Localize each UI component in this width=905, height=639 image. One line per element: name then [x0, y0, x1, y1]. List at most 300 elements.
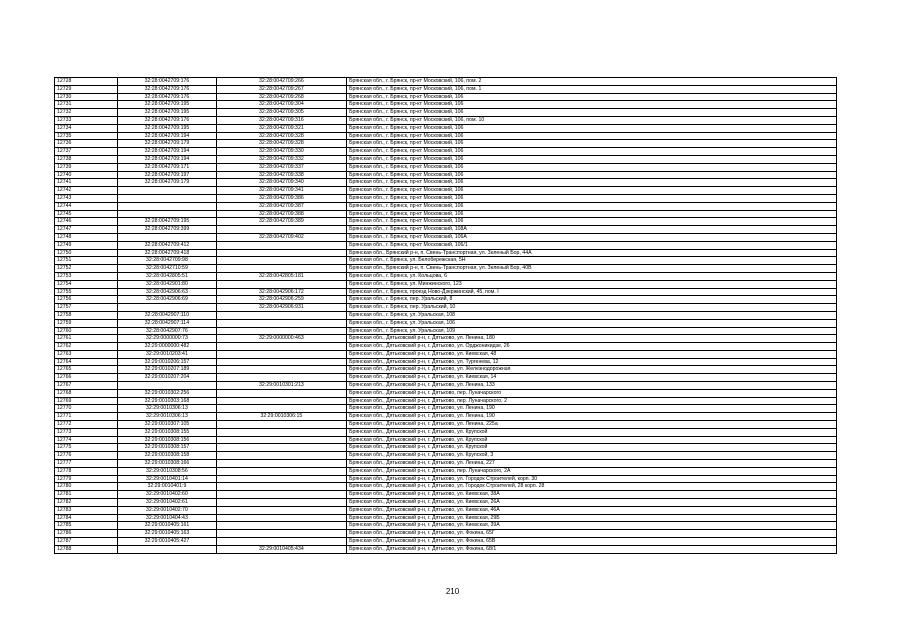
row-number-cell: 12788	[55, 545, 118, 553]
row-number-cell: 12780	[55, 483, 118, 491]
object-number-cell: 32:28:0042709:338	[216, 171, 347, 179]
address-cell: Брянская обл., г. Брянск, пр-кт Московский, 106, пом. 2	[347, 78, 837, 86]
object-number-cell	[216, 374, 347, 382]
table-row	[55, 210, 837, 218]
row-number-cell: 12728	[55, 78, 118, 86]
row-number-cell: 12781	[55, 491, 118, 499]
row-number-cell: 12734	[55, 124, 118, 132]
row-number-cell: 12748	[55, 233, 118, 241]
table-row	[55, 350, 837, 358]
row-number-cell: 12740	[55, 171, 118, 179]
parcel-number-cell	[118, 545, 216, 553]
address-cell: Брянская обл., Дятьковский р-н, г. Дятьково, ул. Крупской, 3	[347, 452, 837, 460]
parcel-number-cell: 32:28:0042709:195	[118, 109, 216, 117]
table-row	[55, 296, 837, 304]
row-number-cell: 12782	[55, 499, 118, 507]
parcel-number-cell: 32:28:0042709:195	[118, 218, 216, 226]
row-number-cell: 12733	[55, 116, 118, 124]
row-number-cell: 12763	[55, 350, 118, 358]
parcel-number-cell: 32:29:0010401:14	[118, 475, 216, 483]
table-row	[55, 428, 837, 436]
address-cell: Брянская обл., г. Брянск, пр-кт Московский, 106	[347, 218, 837, 226]
table-row	[55, 272, 837, 280]
table-row	[55, 93, 837, 101]
address-cell: Брянская обл., г. Брянск, пр-кт Московский, 106А	[347, 233, 837, 241]
object-number-cell: 32:28:0042709:304	[216, 101, 347, 109]
row-number-cell: 12771	[55, 413, 118, 421]
parcel-number-cell: 32:29:0010308:158	[118, 452, 216, 460]
parcel-number-cell	[118, 210, 216, 218]
row-number-cell: 12741	[55, 179, 118, 187]
parcel-number-cell: 32:28:0042709:197	[118, 171, 216, 179]
table-row	[55, 343, 837, 351]
address-cell: Брянская обл., Дятьковский р-н, г. Дятьково, пер. Луначарского	[347, 389, 837, 397]
parcel-number-cell: 32:29:0010308:155	[118, 428, 216, 436]
object-number-cell: 32:28:0042709:268	[216, 93, 347, 101]
parcel-number-cell: 32:28:0042709:176	[118, 78, 216, 86]
parcel-number-cell: 32:29:0000000:73	[118, 335, 216, 343]
address-cell: Брянская обл., г. Брянск, пр-кт Московский, 106	[347, 171, 837, 179]
object-number-cell: 32:28:0042709:316	[216, 116, 347, 124]
row-number-cell: 12773	[55, 428, 118, 436]
parcel-number-cell: 32:28:0042709:176	[118, 93, 216, 101]
address-cell: Брянская обл., Дятьковский р-н, г. Дятьково, ул. Крупской	[347, 436, 837, 444]
parcel-number-cell	[118, 202, 216, 210]
parcel-number-cell: 32:28:0042709:412	[118, 241, 216, 249]
table-row	[55, 101, 837, 109]
row-number-cell: 12779	[55, 475, 118, 483]
object-number-cell	[216, 428, 347, 436]
address-cell: Брянская обл., Дятьковский р-н, г. Дятьково, ул. Ленина, 190	[347, 413, 837, 421]
table-row	[55, 436, 837, 444]
table-row	[55, 467, 837, 475]
address-cell: Брянская обл., г. Брянск, пер. Уральский, 8	[347, 296, 837, 304]
table-row	[55, 405, 837, 413]
address-cell: Брянская обл., г. Брянск, пр-кт Московский, 106, пом. 10	[347, 116, 837, 124]
object-number-cell: 32:28:0042709:341	[216, 187, 347, 195]
row-number-cell: 12744	[55, 202, 118, 210]
address-cell: Брянская обл., Дятьковский р-н, г. Дятьково, ул. Киевская, 29Б	[347, 514, 837, 522]
row-number-cell: 12766	[55, 374, 118, 382]
object-number-cell: 32:29:0010306:15	[216, 413, 347, 421]
address-cell: Брянская обл., Дятьковский р-н, г. Дятьково, пер. Луначарского, 2А	[347, 467, 837, 475]
table-row	[55, 389, 837, 397]
object-number-cell	[216, 436, 347, 444]
table-row	[55, 194, 837, 202]
table-row	[55, 358, 837, 366]
row-number-cell: 12774	[55, 436, 118, 444]
table-row	[55, 483, 837, 491]
row-number-cell: 12762	[55, 343, 118, 351]
address-cell: Брянская обл., г. Брянск, ул. Кольцова, 6	[347, 272, 837, 280]
address-cell: Брянская обл., г. Брянск, пр-кт Московский, 106	[347, 163, 837, 171]
parcel-number-cell: 32:29:0010404:43	[118, 514, 216, 522]
table-row	[55, 530, 837, 538]
table-row	[55, 202, 837, 210]
table-row	[55, 374, 837, 382]
address-cell: Брянская обл., г. Брянск, ул. Уральская, 106	[347, 319, 837, 327]
object-number-cell: 32:28:0042709:321	[216, 124, 347, 132]
address-cell: Брянская обл., г. Брянск, пр-кт Московский, 106	[347, 132, 837, 140]
parcel-number-cell: 32:29:0010206:157	[118, 358, 216, 366]
row-number-cell: 12750	[55, 249, 118, 257]
parcel-number-cell	[118, 187, 216, 195]
table-row	[55, 460, 837, 468]
object-number-cell: 32:28:0042906:931	[216, 304, 347, 312]
parcel-number-cell: 32:29:0010306:13	[118, 405, 216, 413]
address-cell: Брянская обл., Дятьковский р-н, г. Дятьково, ул. Городок Строителей, корп. 30	[347, 475, 837, 483]
object-number-cell: 32:29:0010405:434	[216, 545, 347, 553]
row-number-cell: 12745	[55, 210, 118, 218]
row-number-cell: 12785	[55, 522, 118, 530]
table-row	[55, 257, 837, 265]
table-row	[55, 249, 837, 257]
parcel-number-cell: 32:29:0010308:56	[118, 467, 216, 475]
address-cell: Брянская обл., г. Брянск, ул. Минжинского, 123	[347, 280, 837, 288]
address-cell: Брянская обл., Дятьковский р-н, г. Дятьково, ул. Ленина, 133	[347, 382, 837, 390]
parcel-number-cell: 32:29:0010308:157	[118, 444, 216, 452]
address-cell: Брянская обл., Брянский р-н, п. Свень-Транспортная, ул. Зеленый Бор, 40В	[347, 265, 837, 273]
parcel-number-cell: 32:29:0010308:156	[118, 436, 216, 444]
address-cell: Брянская обл., Дятьковский р-н, г. Дятьково, ул. Ленина, 190	[347, 405, 837, 413]
address-cell: Брянская обл., Дятьковский р-н, г. Дятьково, ул. Киевская, 39А	[347, 522, 837, 530]
parcel-number-cell: 32:28:0042709:194	[118, 148, 216, 156]
registry-table-body	[55, 78, 837, 554]
row-number-cell: 12756	[55, 296, 118, 304]
object-number-cell: 32:28:0042709:402	[216, 233, 347, 241]
object-number-cell: 32:28:0042709:305	[216, 109, 347, 117]
registry-table	[54, 77, 837, 554]
row-number-cell: 12783	[55, 506, 118, 514]
object-number-cell	[216, 397, 347, 405]
parcel-number-cell: 32:29:0010402:61	[118, 499, 216, 507]
object-number-cell	[216, 491, 347, 499]
address-cell: Брянская обл., г. Брянск, пр-кт Московский, 106	[347, 93, 837, 101]
parcel-number-cell: 32:28:0042907:114	[118, 319, 216, 327]
table-row	[55, 421, 837, 429]
object-number-cell: 32:28:0042906:172	[216, 288, 347, 296]
table-row	[55, 335, 837, 343]
table-row	[55, 85, 837, 93]
object-number-cell	[216, 452, 347, 460]
row-number-cell: 12759	[55, 319, 118, 327]
row-number-cell: 12772	[55, 421, 118, 429]
row-number-cell: 12787	[55, 538, 118, 546]
row-number-cell: 12755	[55, 288, 118, 296]
address-cell: Брянская обл., Дятьковский р-н, г. Дятьково, ул. Фокина, 68/1	[347, 545, 837, 553]
parcel-number-cell: 32:28:0042709:418	[118, 249, 216, 257]
address-cell: Брянская обл., Дятьковский р-н, г. Дятьково, ул. Ленина, 180	[347, 335, 837, 343]
row-number-cell: 12749	[55, 241, 118, 249]
table-row	[55, 132, 837, 140]
object-number-cell	[216, 265, 347, 273]
row-number-cell: 12778	[55, 467, 118, 475]
address-cell: Брянская обл., г. Брянск, пр-кт Московский, 106	[347, 155, 837, 163]
object-number-cell: 32:28:0042709:389	[216, 218, 347, 226]
object-number-cell	[216, 350, 347, 358]
row-number-cell: 12777	[55, 460, 118, 468]
address-cell: Брянская обл., Дятьковский р-н, г. Дятьково, ул. Фокина, 65В	[347, 538, 837, 546]
parcel-number-cell: 32:29:0010405:161	[118, 522, 216, 530]
row-number-cell: 12768	[55, 389, 118, 397]
object-number-cell	[216, 460, 347, 468]
address-cell: Брянская обл., Дятьковский р-н, г. Дятьково, пер. Луначарского, 2	[347, 397, 837, 405]
address-cell: Брянская обл., г. Брянск, проезд Ново-Дзержинский, 45, пом. I	[347, 288, 837, 296]
table-row	[55, 78, 837, 86]
row-number-cell: 12736	[55, 140, 118, 148]
address-cell: Брянская обл., г. Брянск, пр-кт Московский, 106/1	[347, 241, 837, 249]
object-number-cell	[216, 280, 347, 288]
object-number-cell	[216, 249, 347, 257]
parcel-number-cell: 32:28:0042709:194	[118, 155, 216, 163]
parcel-number-cell: 32:29:0010307:105	[118, 421, 216, 429]
table-row	[55, 179, 837, 187]
object-number-cell	[216, 522, 347, 530]
parcel-number-cell: 32:28:0042906:69	[118, 296, 216, 304]
object-number-cell: 32:28:0042709:266	[216, 78, 347, 86]
address-cell: Брянская обл., Дятьковский р-н, г. Дятьково, ул. Ленина, 227	[347, 460, 837, 468]
table-row	[55, 522, 837, 530]
table-row	[55, 413, 837, 421]
table-row	[55, 280, 837, 288]
parcel-number-cell: 32:29:0010303:168	[118, 397, 216, 405]
object-number-cell	[216, 475, 347, 483]
table-row	[55, 265, 837, 273]
address-cell: Брянская обл., г. Брянск, пр-кт Московский, 106	[347, 210, 837, 218]
parcel-number-cell: 32:28:0042709:176	[118, 116, 216, 124]
parcel-number-cell: 32:29:0010308:166	[118, 460, 216, 468]
object-number-cell	[216, 327, 347, 335]
parcel-number-cell: 32:28:0042710:59	[118, 265, 216, 273]
table-row	[55, 109, 837, 117]
address-cell: Брянская обл., г. Брянск, пр-кт Московский, 106	[347, 179, 837, 187]
address-cell: Брянская обл., г. Брянск, пр-кт Московский, 106, пом. 1	[347, 85, 837, 93]
row-number-cell: 12743	[55, 194, 118, 202]
row-number-cell: 12757	[55, 304, 118, 312]
object-number-cell: 32:28:0042709:337	[216, 163, 347, 171]
address-cell: Брянская обл., Дятьковский р-н, г. Дятьково, ул. Городок Строителей, 28 корп. 28	[347, 483, 837, 491]
table-row	[55, 163, 837, 171]
parcel-number-cell: 32:28:0042906:63	[118, 288, 216, 296]
row-number-cell: 12747	[55, 226, 118, 234]
address-cell: Брянская обл., г. Брянск, пр-кт Московский, 106	[347, 148, 837, 156]
table-row	[55, 514, 837, 522]
object-number-cell: 32:28:0042709:328	[216, 132, 347, 140]
address-cell: Брянская обл., Дятьковский р-н, г. Дятьково, ул. Железнодорожная	[347, 366, 837, 374]
parcel-number-cell: 32:28:0042709:195	[118, 101, 216, 109]
row-number-cell: 12735	[55, 132, 118, 140]
row-number-cell: 12784	[55, 514, 118, 522]
object-number-cell	[216, 405, 347, 413]
row-number-cell: 12770	[55, 405, 118, 413]
table-row	[55, 382, 837, 390]
object-number-cell	[216, 358, 347, 366]
table-row	[55, 444, 837, 452]
object-number-cell: 32:28:0042709:340	[216, 179, 347, 187]
parcel-number-cell	[118, 304, 216, 312]
table-row	[55, 288, 837, 296]
table-row	[55, 538, 837, 546]
table-row	[55, 187, 837, 195]
address-cell: Брянская обл., г. Брянск, пр-кт Московский, 106	[347, 187, 837, 195]
row-number-cell: 12764	[55, 358, 118, 366]
parcel-number-cell: 32:28:0042709:179	[118, 140, 216, 148]
row-number-cell: 12751	[55, 257, 118, 265]
table-row	[55, 155, 837, 163]
address-cell: Брянская обл., Дятьковский р-н, г. Дятьково, ул. Киевская, 38А	[347, 491, 837, 499]
parcel-number-cell	[118, 382, 216, 390]
parcel-number-cell: 32:28:0042901:80	[118, 280, 216, 288]
row-number-cell: 12729	[55, 85, 118, 93]
address-cell: Брянская обл., г. Брянск, пр-кт Московский, 106	[347, 140, 837, 148]
object-number-cell: 32:28:0042709:267	[216, 85, 347, 93]
table-row	[55, 311, 837, 319]
parcel-number-cell: 32:29:0010401:9	[118, 483, 216, 491]
row-number-cell: 12760	[55, 327, 118, 335]
object-number-cell: 32:28:0042709:332	[216, 155, 347, 163]
object-number-cell	[216, 499, 347, 507]
parcel-number-cell: 32:28:0042907:76	[118, 327, 216, 335]
table-row	[55, 124, 837, 132]
parcel-number-cell: 32:29:0010207:204	[118, 374, 216, 382]
parcel-number-cell: 32:28:0042907:110	[118, 311, 216, 319]
table-row	[55, 475, 837, 483]
row-number-cell: 12775	[55, 444, 118, 452]
row-number-cell: 12742	[55, 187, 118, 195]
row-number-cell: 12737	[55, 148, 118, 156]
row-number-cell: 12776	[55, 452, 118, 460]
parcel-number-cell: 32:29:0010306:13	[118, 413, 216, 421]
address-cell: Брянская обл., г. Брянск, пр-кт Московский, 106	[347, 124, 837, 132]
table-row	[55, 545, 837, 553]
table-row	[55, 140, 837, 148]
row-number-cell: 12746	[55, 218, 118, 226]
object-number-cell: 32:28:0042709:388	[216, 210, 347, 218]
table-row	[55, 171, 837, 179]
address-cell: Брянская обл., Дятьковский р-н, г. Дятьково, ул. Крупской	[347, 444, 837, 452]
address-cell: Брянская обл., г. Брянск, пр-кт Московский, 106	[347, 194, 837, 202]
parcel-number-cell: 32:29:0000000:482	[118, 343, 216, 351]
table-row	[55, 233, 837, 241]
parcel-number-cell: 32:28:0042709:98	[118, 257, 216, 265]
address-cell: Брянская обл., Дятьковский р-н, г. Дятьково, ул. Киевская, 46А	[347, 506, 837, 514]
parcel-number-cell: 32:29:0010405:427	[118, 538, 216, 546]
object-number-cell: 32:28:0042709:328	[216, 140, 347, 148]
object-number-cell	[216, 467, 347, 475]
address-cell: Брянская обл., Дятьковский р-н, г. Дятьково, ул. Ленина, 225а	[347, 421, 837, 429]
object-number-cell	[216, 389, 347, 397]
parcel-number-cell	[118, 194, 216, 202]
address-cell: Брянская обл., г. Брянск, пр-кт Московский, 106	[347, 109, 837, 117]
row-number-cell: 12758	[55, 311, 118, 319]
object-number-cell	[216, 226, 347, 234]
address-cell: Брянская обл., г. Брянск, пр-кт Московский, 108А	[347, 226, 837, 234]
object-number-cell	[216, 483, 347, 491]
object-number-cell: 32:29:0000000:463	[216, 335, 347, 343]
row-number-cell: 12731	[55, 101, 118, 109]
address-cell: Брянская обл., Дятьковский р-н, г. Дятьково, ул. Тургенева, 12	[347, 358, 837, 366]
object-number-cell: 32:29:0010301:213	[216, 382, 347, 390]
address-cell: Брянская обл., г. Брянск, ул. Уральская, 109	[347, 327, 837, 335]
page-number: 210	[445, 587, 460, 596]
table-row	[55, 506, 837, 514]
parcel-number-cell: 32:29:0010203:41	[118, 350, 216, 358]
table-row	[55, 327, 837, 335]
parcel-number-cell: 32:29:0010402:70	[118, 506, 216, 514]
table-row	[55, 218, 837, 226]
parcel-number-cell: 32:28:0042709:171	[118, 163, 216, 171]
parcel-number-cell: 32:28:0042709:195	[118, 124, 216, 132]
object-number-cell: 32:28:0042709:387	[216, 202, 347, 210]
row-number-cell: 12739	[55, 163, 118, 171]
object-number-cell	[216, 241, 347, 249]
object-number-cell	[216, 444, 347, 452]
table-row	[55, 116, 837, 124]
address-cell: Брянская обл., Дятьковский р-н, г. Дятьково, ул. Киевская, 48	[347, 350, 837, 358]
row-number-cell: 12753	[55, 272, 118, 280]
parcel-number-cell: 32:28:0042805:51	[118, 272, 216, 280]
object-number-cell: 32:28:0042709:330	[216, 148, 347, 156]
parcel-number-cell: 32:29:0010207:189	[118, 366, 216, 374]
object-number-cell	[216, 343, 347, 351]
table-row	[55, 226, 837, 234]
object-number-cell: 32:28:0042709:386	[216, 194, 347, 202]
parcel-number-cell: 32:28:0042709:176	[118, 85, 216, 93]
object-number-cell	[216, 530, 347, 538]
parcel-number-cell	[118, 233, 216, 241]
object-number-cell	[216, 514, 347, 522]
row-number-cell: 12752	[55, 265, 118, 273]
table-row	[55, 241, 837, 249]
parcel-number-cell: 32:29:0010302:256	[118, 389, 216, 397]
row-number-cell: 12761	[55, 335, 118, 343]
row-number-cell: 12765	[55, 366, 118, 374]
object-number-cell	[216, 311, 347, 319]
parcel-number-cell: 32:28:0042709:399	[118, 226, 216, 234]
object-number-cell: 32:28:0042906:259	[216, 296, 347, 304]
address-cell: Брянская обл., Дятьковский р-н, г. Дятьково, ул. Крупской	[347, 428, 837, 436]
object-number-cell	[216, 506, 347, 514]
table-row	[55, 491, 837, 499]
object-number-cell	[216, 319, 347, 327]
address-cell: Брянская обл., г. Брянск, ул. Белобережская, 5Н	[347, 257, 837, 265]
row-number-cell: 12732	[55, 109, 118, 117]
parcel-number-cell: 32:28:0042709:194	[118, 132, 216, 140]
table-row	[55, 304, 837, 312]
table-row	[55, 148, 837, 156]
object-number-cell	[216, 421, 347, 429]
table-row	[55, 499, 837, 507]
address-cell: Брянская обл., Дятьковский р-н, г. Дятьково, ул. Киевская, 26А	[347, 499, 837, 507]
object-number-cell: 32:28:0042805:181	[216, 272, 347, 280]
address-cell: Брянская обл., г. Брянск, ул. Уральская, 108	[347, 311, 837, 319]
parcel-number-cell: 32:28:0042709:179	[118, 179, 216, 187]
object-number-cell	[216, 538, 347, 546]
address-cell: Брянская обл., г. Брянск, пр-кт Московский, 106	[347, 202, 837, 210]
address-cell: Брянская обл., г. Брянск, пер. Уральский, 10	[347, 304, 837, 312]
table-row	[55, 319, 837, 327]
parcel-number-cell: 32:29:0010405:163	[118, 530, 216, 538]
address-cell: Брянская обл., Брянский р-н, п. Свень-Транспортная, ул. Зеленый Бор, 44А	[347, 249, 837, 257]
row-number-cell: 12730	[55, 93, 118, 101]
address-cell: Брянская обл., Дятьковский р-н, г. Дятьково, ул. Орджоникидзе, 26	[347, 343, 837, 351]
row-number-cell: 12754	[55, 280, 118, 288]
row-number-cell: 12767	[55, 382, 118, 390]
object-number-cell	[216, 366, 347, 374]
table-row	[55, 397, 837, 405]
address-cell: Брянская обл., г. Брянск, пр-кт Московский, 106	[347, 101, 837, 109]
table-row	[55, 452, 837, 460]
